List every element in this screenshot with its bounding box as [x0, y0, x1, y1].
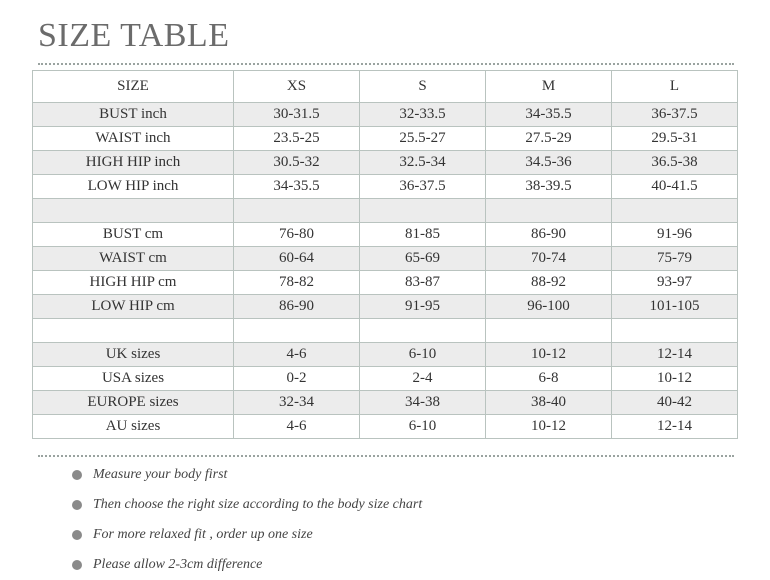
- row-label: HIGH HIP inch: [33, 151, 234, 175]
- table-cell: 10-12: [486, 343, 612, 367]
- table-row: [33, 151, 738, 175]
- table-cell: 40-42: [612, 391, 738, 415]
- table-cell: 76-80: [234, 223, 360, 247]
- table-cell: 78-82: [234, 271, 360, 295]
- table-cell: 34-38: [360, 391, 486, 415]
- table-row: [33, 271, 738, 295]
- table-cell: [612, 319, 738, 343]
- table-cell: 6-10: [360, 343, 486, 367]
- table-cell: 12-14: [612, 415, 738, 439]
- note-text: Then choose the right size according to the body size chart: [93, 497, 423, 512]
- table-row: [33, 391, 738, 415]
- table-row: [33, 343, 738, 367]
- table-row: [33, 247, 738, 271]
- table-cell: 38-39.5: [486, 175, 612, 199]
- table-cell: 6-10: [360, 415, 486, 439]
- row-label: USA sizes: [33, 367, 234, 391]
- table-row: [33, 415, 738, 439]
- table-cell: 101-105: [612, 295, 738, 319]
- table-row: [33, 103, 738, 127]
- row-label: BUST inch: [33, 103, 234, 127]
- table-cell: 38-40: [486, 391, 612, 415]
- list-item: [72, 520, 422, 550]
- table-cell: 83-87: [360, 271, 486, 295]
- table-cell: 4-6: [234, 343, 360, 367]
- table-header-row: [33, 71, 738, 103]
- table-cell: 30-31.5: [234, 103, 360, 127]
- list-item: [72, 550, 422, 580]
- table-cell: 27.5-29: [486, 127, 612, 151]
- table-cell: [612, 199, 738, 223]
- row-label: EUROPE sizes: [33, 391, 234, 415]
- table-row: [33, 175, 738, 199]
- table-cell: 60-64: [234, 247, 360, 271]
- row-label: [33, 199, 234, 223]
- table-cell: 40-41.5: [612, 175, 738, 199]
- table-row: [33, 223, 738, 247]
- note-text: Measure your body first: [93, 467, 228, 482]
- table-cell: 34.5-36: [486, 151, 612, 175]
- table-row: [33, 367, 738, 391]
- table-cell: 0-2: [234, 367, 360, 391]
- table-cell: 30.5-32: [234, 151, 360, 175]
- table-cell: 4-6: [234, 415, 360, 439]
- header-cell-l: L: [612, 71, 738, 103]
- row-label: BUST cm: [33, 223, 234, 247]
- row-label: UK sizes: [33, 343, 234, 367]
- dotted-divider-bottom: [38, 455, 734, 457]
- row-label: WAIST cm: [33, 247, 234, 271]
- dotted-divider-top: [38, 63, 734, 65]
- table-cell: [486, 199, 612, 223]
- table-spacer-row: [33, 319, 738, 343]
- table-row: [33, 127, 738, 151]
- table-cell: 10-12: [612, 367, 738, 391]
- table-cell: 75-79: [612, 247, 738, 271]
- table-cell: [360, 199, 486, 223]
- table-cell: 96-100: [486, 295, 612, 319]
- row-label: HIGH HIP cm: [33, 271, 234, 295]
- list-item: [72, 460, 422, 490]
- table-cell: 23.5-25: [234, 127, 360, 151]
- table-cell: 91-95: [360, 295, 486, 319]
- header-cell-s: S: [360, 71, 486, 103]
- table-cell: 86-90: [486, 223, 612, 247]
- row-label: LOW HIP cm: [33, 295, 234, 319]
- note-text: For more relaxed fit , order up one size: [93, 527, 313, 542]
- table-cell: 36-37.5: [612, 103, 738, 127]
- bullet-dot-icon: [72, 500, 82, 510]
- header-cell-xs: XS: [234, 71, 360, 103]
- bullet-dot-icon: [72, 560, 82, 570]
- table-cell: 10-12: [486, 415, 612, 439]
- table-cell: 12-14: [612, 343, 738, 367]
- row-label: AU sizes: [33, 415, 234, 439]
- table-cell: 36-37.5: [360, 175, 486, 199]
- table-cell: [234, 199, 360, 223]
- table-cell: 32-34: [234, 391, 360, 415]
- table-cell: 65-69: [360, 247, 486, 271]
- table-cell: 93-97: [612, 271, 738, 295]
- table-cell: 32.5-34: [360, 151, 486, 175]
- table-cell: [360, 319, 486, 343]
- header-cell-m: M: [486, 71, 612, 103]
- row-label: WAIST inch: [33, 127, 234, 151]
- table-cell: 34-35.5: [234, 175, 360, 199]
- table-cell: 6-8: [486, 367, 612, 391]
- table-cell: 34-35.5: [486, 103, 612, 127]
- table-cell: 29.5-31: [612, 127, 738, 151]
- table-cell: 25.5-27: [360, 127, 486, 151]
- table-cell: 88-92: [486, 271, 612, 295]
- table-cell: 70-74: [486, 247, 612, 271]
- table-row: [33, 295, 738, 319]
- row-label: LOW HIP inch: [33, 175, 234, 199]
- page-title: SIZE TABLE: [38, 17, 230, 54]
- table-cell: 91-96: [612, 223, 738, 247]
- header-cell-size: SIZE: [33, 71, 234, 103]
- table-cell: 81-85: [360, 223, 486, 247]
- notes-list: [72, 460, 422, 580]
- bullet-dot-icon: [72, 530, 82, 540]
- list-item: [72, 490, 422, 520]
- table-spacer-row: [33, 199, 738, 223]
- table-cell: 36.5-38: [612, 151, 738, 175]
- note-text: Please allow 2-3cm difference: [93, 557, 263, 572]
- row-label: [33, 319, 234, 343]
- table-cell: 2-4: [360, 367, 486, 391]
- size-table: [32, 70, 738, 439]
- bullet-dot-icon: [72, 470, 82, 480]
- table-cell: 32-33.5: [360, 103, 486, 127]
- table-cell: 86-90: [234, 295, 360, 319]
- table-cell: [234, 319, 360, 343]
- table-cell: [486, 319, 612, 343]
